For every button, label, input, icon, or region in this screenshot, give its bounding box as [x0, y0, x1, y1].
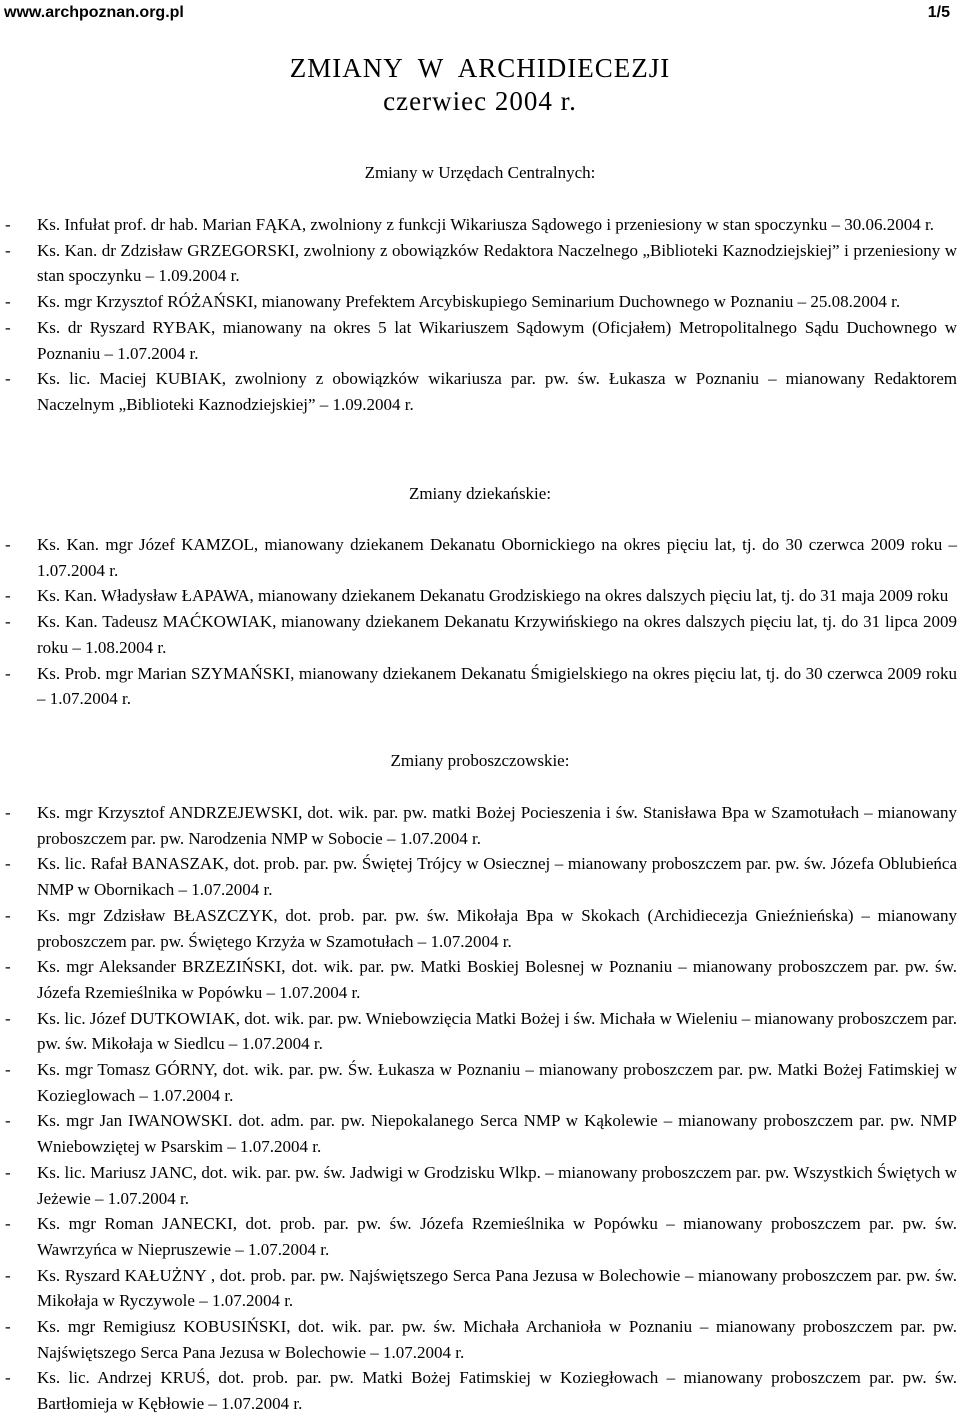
section-heading-deanery-changes: Zmiany dziekańskie: [408, 484, 552, 503]
list-item: - Ks. lic. Józef DUTKOWIAK, dot. wik. par. pw. Wniebowzięcia Matki Bożej i św. Michała w Wieleniu – mianowany proboszczem par. pw. św. Mikołaja w Siedlcu – 1.07.2004 r. [4, 1006, 957, 1057]
list-item: - Ks. mgr Tomasz GÓRNY, dot. wik. par. pw. Św. Łukasza w Poznaniu – mianowany proboszczem par. pw. Matki Bożej Fatimskiej w Kozieglowach – 1.07.2004 r. [4, 1057, 957, 1108]
list-item: - Ks. Kan. dr Zdzisław GRZEGORSKI, zwolniony z obowiązków Redaktora Naczelnego „Biblioteki Kaznodziejskiej” i przeniesiony w stan spoczynku – 1.09.2004 r. [4, 238, 957, 289]
page-number: 1/5 [927, 4, 950, 21]
list-item: - Ks. mgr Krzysztof ANDRZEJEWSKI, dot. wik. par. pw. matki Bożej Pocieszenia i św. Stanisława Bpa w Szamotułach – mianowany proboszczem par. pw. Narodzenia NMP w Sobocie – 1.07.2004 r. [4, 800, 957, 851]
parish-changes-list [4, 800, 957, 1417]
section-heading-parish-changes: Zmiany proboszczowskie: [390, 751, 570, 770]
list-item: - Ks. lic. Maciej KUBIAK, zwolniony z obowiązków wikariusza par. pw. św. Łukasza w Poznaniu – mianowany Redaktorem Naczelnym „Biblioteki Kaznodziejskiej” – 1.09.2004 r. [4, 366, 957, 417]
list-item: - Ks. dr Ryszard RYBAK, mianowany na okres 5 lat Wikariuszem Sądowym (Oficjałem) Metropolitalnego Sądu Duchownego w Poznaniu – 1.07.2004 r. [4, 315, 957, 366]
title-line-2: czerwiec 2004 r. [383, 86, 577, 116]
page-header [4, 4, 950, 26]
document-title [0, 52, 960, 118]
deanery-changes-list [4, 532, 957, 712]
list-item: - Ks. mgr Zdzisław BŁASZCZYK, dot. prob. par. pw. św. Mikołaja Bpa w Skokach (Archidiecezja Gnieźnieńska) – mianowany proboszczem par. pw. Świętego Krzyża w Szamotułach – 1.07.2004 r. [4, 903, 957, 954]
list-item: - Ks. Infułat prof. dr hab. Marian FĄKA, zwolniony z funkcji Wikariusza Sądowego i przeniesiony w stan spoczynku – 30.06.2004 r. [4, 212, 957, 238]
list-item: - Ks. Ryszard KAŁUŻNY , dot. prob. par. pw. Najświętszego Serca Pana Jezusa w Bolechowie – mianowany proboszczem par. pw. św. Mikołaja w Ryczywole – 1.07.2004 r. [4, 1263, 957, 1314]
list-item: - Ks. Prob. mgr Marian SZYMAŃSKI, mianowany dziekanem Dekanatu Śmigielskiego na okres pięciu lat, tj. do 30 czerwca 2009 roku – 1.07.2004 r. [4, 661, 957, 712]
list-item: - Ks. Kan. Władysław ŁAPAWA, mianowany dziekanem Dekanatu Grodziskiego na okres dalszych pięciu lat, tj. do 31 maja 2009 roku [4, 583, 957, 609]
list-item: - Ks. mgr Krzysztof RÓŻAŃSKI, mianowany Prefektem Arcybiskupiego Seminarium Duchownego w Poznaniu – 25.08.2004 r. [4, 289, 957, 315]
list-item: - Ks. Kan. Tadeusz MAĆKOWIAK, mianowany dziekanem Dekanatu Krzywińskiego na okres dalszych pięciu lat, tj. do 31 lipca 2009 roku – 1.08.2004 r. [4, 609, 957, 660]
list-item: - Ks. mgr Aleksander BRZEZIŃSKI, dot. wik. par. pw. Matki Boskiej Bolesnej w Poznaniu – mianowany proboszczem par. pw. św. Józefa Rzemieślnika w Popówku – 1.07.2004 r. [4, 954, 957, 1005]
list-item: - Ks. mgr Roman JANECKI, dot. prob. par. pw. św. Józefa Rzemieślnika w Popówku – mianowany proboszczem par. pw. św. Wawrzyńca w Niepruszewie – 1.07.2004 r. [4, 1211, 957, 1262]
central-offices-list [4, 212, 957, 418]
list-item: - Ks. lic. Mariusz JANC, dot. wik. par. pw. św. Jadwigi w Grodzisku Wlkp. – mianowany proboszczem par. pw. Wszystkich Świętych w Jeżewie – 1.07.2004 r. [4, 1160, 957, 1211]
site-url[interactable]: www.archpoznan.org.pl [4, 4, 184, 21]
list-item: - Ks. Kan. mgr Józef KAMZOL, mianowany dziekanem Dekanatu Obornickiego na okres pięciu lat, tj. do 30 czerwca 2009 roku – 1.07.2004 r. [4, 532, 957, 583]
list-item: - Ks. lic. Rafał BANASZAK, dot. prob. par. pw. Świętej Trójcy w Osiecznej – mianowany proboszczem par. pw. św. Józefa Oblubieńca NMP w Obornikach – 1.07.2004 r. [4, 851, 957, 902]
list-item: - Ks. mgr Remigiusz KOBUSIŃSKI, dot. wik. par. pw. św. Michała Archanioła w Poznaniu – mianowany proboszczem par. pw. Najświętszego Serca Pana Jezusa w Bolechowie – 1.07.2004 r. [4, 1314, 957, 1365]
section-heading-central-offices: Zmiany w Urzędach Centralnych: [364, 163, 596, 182]
title-line-1: ZMIANY W ARCHIDIECEZJI [289, 53, 671, 83]
list-item: - Ks. mgr Jan IWANOWSKI. dot. adm. par. pw. Niepokalanego Serca NMP w Kąkolewie – mianowany proboszczem par. pw. NMP Wniebowziętej w Psarskim – 1.07.2004 r. [4, 1108, 957, 1159]
list-item: - Ks. lic. Andrzej KRUŚ, dot. prob. par. pw. Matki Bożej Fatimskiej w Koziegłowach – mianowany proboszczem par. pw. św. Bartłomieja w Kębłowie – 1.07.2004 r. [4, 1365, 957, 1416]
